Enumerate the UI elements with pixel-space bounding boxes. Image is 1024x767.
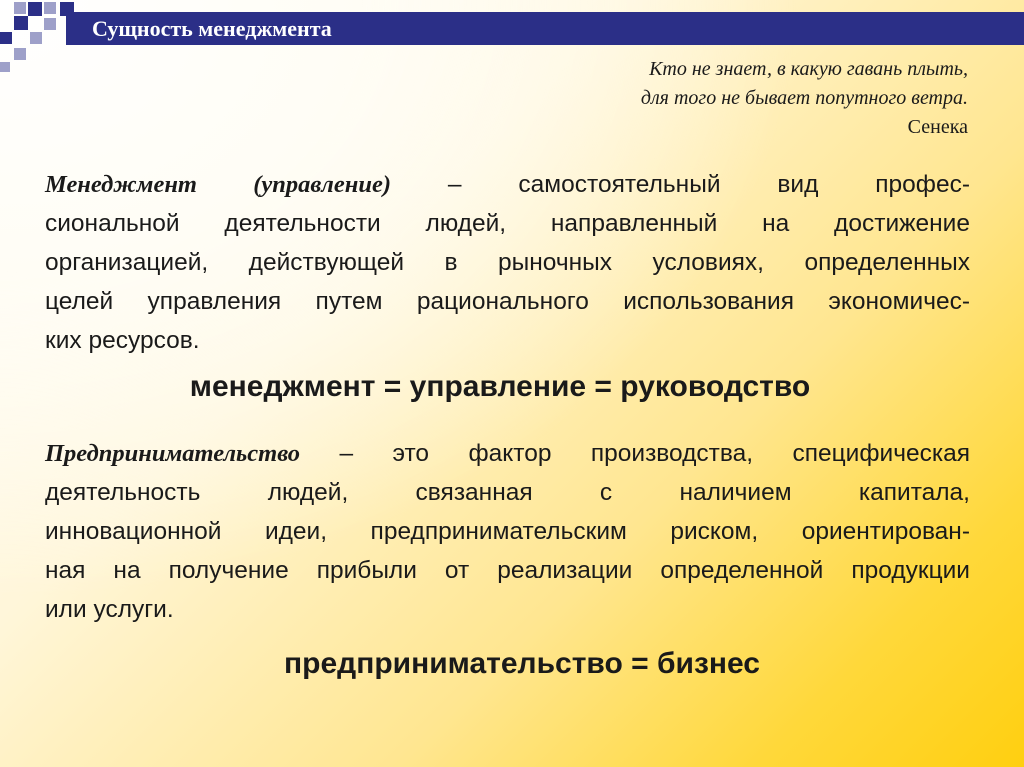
- epigraph: [641, 55, 968, 142]
- epigraph-line: для того не бывает попутного ветра.: [640, 87, 968, 109]
- paragraph-line: деятельность людей, связанная с наличием капитала,: [45, 479, 970, 506]
- deco-square: [0, 62, 10, 72]
- deco-square: [14, 16, 28, 30]
- formula-entrepreneurship: предпринимательство = бизнес: [284, 647, 760, 680]
- deco-square: [14, 2, 26, 14]
- paragraph-text: – это фактор производства, специфическая: [300, 440, 970, 467]
- term-entrepreneurship: Предпринимательство: [45, 440, 301, 467]
- paragraph-text: – самостоятельный вид профес-: [391, 171, 971, 198]
- deco-square: [14, 48, 26, 60]
- entrepreneurship-definition: [45, 434, 970, 629]
- deco-square: [44, 2, 56, 14]
- deco-square: [0, 32, 12, 44]
- paragraph-line: ких ресурсов.: [45, 327, 200, 354]
- term-management: Менеджмент (управление): [45, 171, 392, 198]
- epigraph-author: Сенека: [907, 116, 968, 138]
- epigraph-line: Кто не знает, в какую гавань плыть,: [649, 58, 968, 80]
- paragraph-line: инновационной идеи, предпринимательским риском, ориентирован-: [45, 518, 970, 545]
- management-definition: [45, 165, 970, 360]
- deco-square: [30, 32, 42, 44]
- paragraph-line: ная на получение прибыли от реализации определенной продукции: [45, 557, 970, 584]
- paragraph-line: или услуги.: [45, 596, 174, 623]
- paragraph-line: [45, 434, 970, 473]
- paragraph-line: [45, 165, 970, 204]
- paragraph-line: организацией, действующей в рыночных условиях, определенных: [45, 249, 970, 276]
- slide-title: Сущность менеджмента: [92, 16, 332, 41]
- formula-management: менеджмент = управление = руководство: [189, 370, 811, 403]
- paragraph-line: сиональной деятельности людей, направленный на достижение: [45, 210, 970, 237]
- deco-square: [44, 18, 56, 30]
- deco-square: [28, 2, 42, 16]
- paragraph-line: целей управления путем рационального использования экономичес-: [45, 288, 970, 315]
